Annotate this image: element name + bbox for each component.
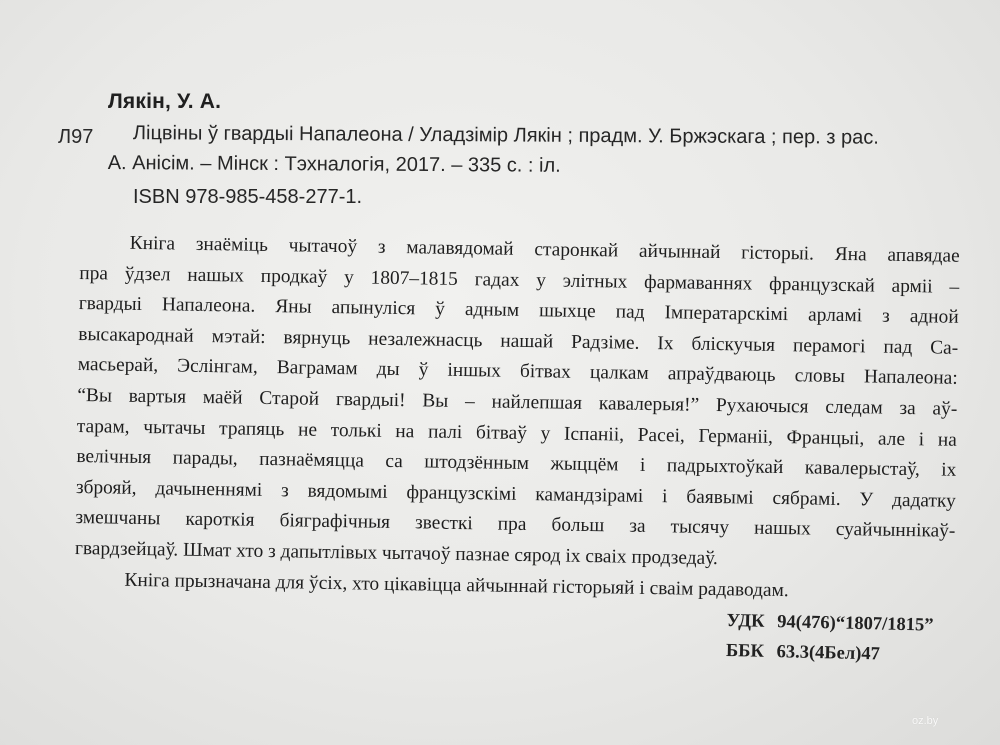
udk-label: УДК	[726, 610, 765, 632]
annotation	[74, 228, 960, 609]
annotation-line: “Вы вартыя маёй Старой гвардыі! Вы – найлепшая кавалерыя!” Рухаючыся следам за аў-	[77, 384, 958, 420]
annotation-line: гвардзейцаў. Шмат хто з дапытлівых чытачоў пазнае сярод іх сваіх продзедаў.	[74, 537, 718, 569]
isbn: ISBN 978-985-458-277-1.	[133, 186, 363, 208]
udk-value: 94(476)“1807/1815”	[777, 612, 934, 636]
annotation-line: высакароднай мэтай: вярнуць незалежнасць нашай Радзіме. Іх бліскучыя перамогі пад Са-	[78, 323, 959, 359]
bib-line-2: А. Анісім. – Мінск : Тэхналогія, 2017. – 335 с. : іл.	[107, 151, 561, 177]
bbk-label: ББК	[725, 640, 765, 662]
annotation-line: Кніга прызначана для ўсіх, хто цікавіцца айчыннай гісторыяй і сваім радаводам.	[124, 569, 789, 601]
bbk-row	[726, 636, 933, 671]
annotation-paragraph-1	[75, 228, 960, 578]
udk-row	[726, 606, 933, 641]
annotation-line: тарам, чытачы трапяць не толькі на палі бітваў у Іспаніі, Расеі, Германіі, Францыі, але і на	[76, 415, 957, 451]
annotation-line: гвардыі Напалеона. Яны апынуліся ў адным шыхце пад Імператарскімі арламі з адной	[78, 293, 959, 328]
bibliographic-description	[108, 118, 948, 183]
bbk-value: 63.3(4Бел)47	[776, 642, 881, 665]
watermark: oz.by	[912, 715, 939, 727]
annotation-line: зброяй, дачыненнямі з вядомымі французскімі камандзірамі і баявымі сябрамі. У дадатку	[75, 476, 956, 512]
annotation-line: пра ўдзел нашых продкаў у 1807–1815 гадах у элітных фармаваннях французскай арміі –	[79, 262, 960, 298]
annotation-line: змешчаны кароткія біяграфічныя звесткі пра больш за тысячу нашых суайчыннікаў-	[75, 507, 956, 543]
bib-line-1: Ліцвіны ў гвардыі Напалеона / Уладзімір Лякін ; прадм. У. Бржэскага ; пер. з рас.	[132, 122, 879, 149]
annotation-line: велічныя парады, пазнаёмяцца са штодзённым жыццём і падрыхтоўкай кавалерыстаў, іх	[76, 446, 957, 481]
annotation-line: масьерай, Эслінгам, Ваграмам ды ў іншых бітвах цалкам апраўдваюць словы Напалеона:	[77, 354, 958, 390]
author-heading: Лякін, У. А.	[108, 90, 222, 113]
annotation-line: Кніга знаёміць чытачоў з малавядомай старонкай айчыннай гісторыі. Яна апавядае	[129, 232, 960, 267]
library-code: Л97	[58, 126, 94, 148]
classification-indexes	[726, 606, 934, 671]
